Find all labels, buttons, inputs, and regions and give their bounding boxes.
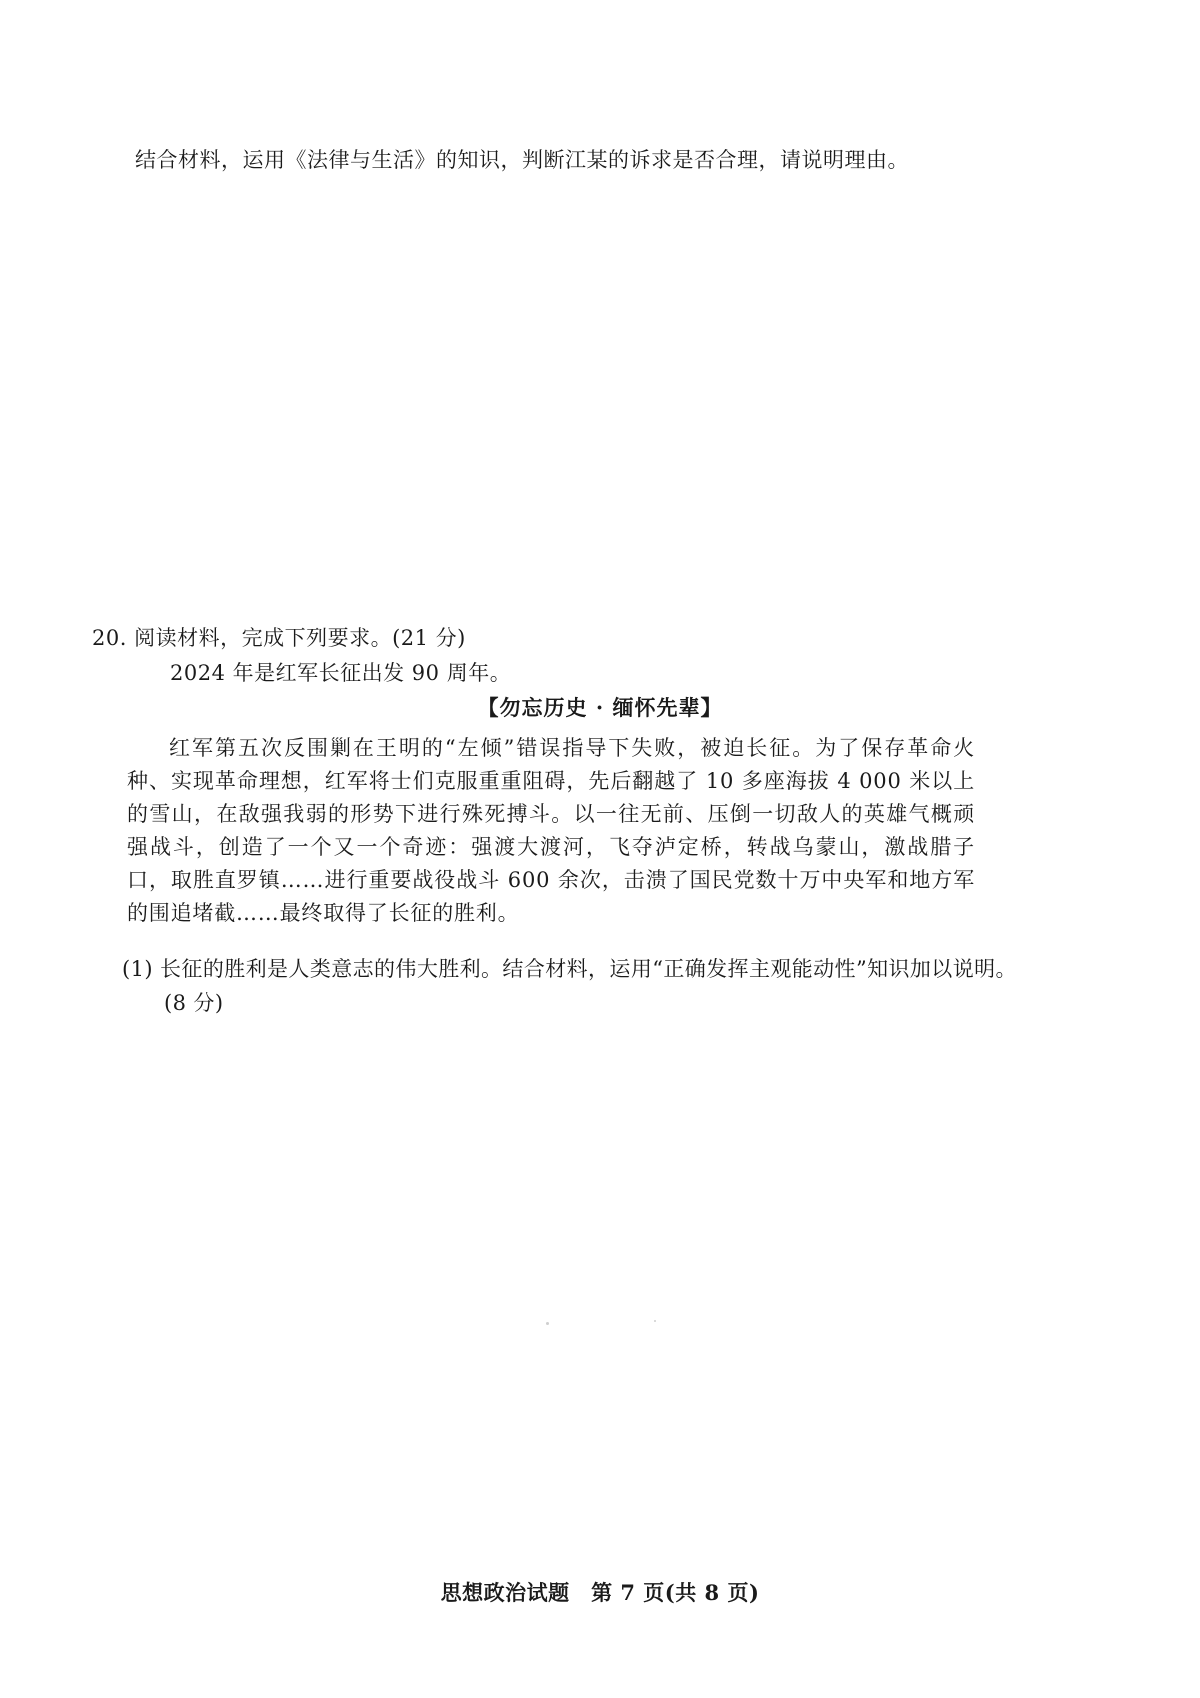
q20-material-paragraph: 红军第五次反围剿在王明的“左倾”错误指导下失败，被迫长征。为了保存革命火种、实现革命理想，红军将士们克服重重阻碍，先后翻越了 10 多座海拔 4 000 米以上的雪山，在敌强我弱的形势下进行殊死搏斗。以一往无前、压倒一切敌人的英雄气概顽强战斗，创造了一个又一个奇迹：强渡大渡河，飞夺泸定桥，转战乌蒙山，激战腊子口，取胜直罗镇……进行重要战役战斗 600 余次，击溃了国民党数十万中央军和地方军的围追堵截……最终取得了长征的胜利。	[127, 736, 975, 925]
q20-section-title: 【勿忘历史 · 缅怀先辈】	[477, 695, 723, 720]
scan-speck	[546, 1322, 549, 1325]
q20-header: 20. 阅读材料，完成下列要求。(21 分)	[92, 626, 466, 650]
q20-subquestion-1: (1) 长征的胜利是人类意志的伟大胜利。结合材料，运用“正确发挥主观能动性”知识加以说明。(8 分)	[122, 957, 1017, 1015]
q19-prompt: 结合材料，运用《法律与生活》的知识，判断江某的诉求是否合理，请说明理由。	[135, 148, 909, 172]
page-footer: 思想政治试题 第 7 页(共 8 页)	[440, 1580, 760, 1605]
q20-intro: 2024 年是红军长征出发 90 周年。	[170, 661, 512, 685]
scan-speck	[654, 1320, 656, 1322]
